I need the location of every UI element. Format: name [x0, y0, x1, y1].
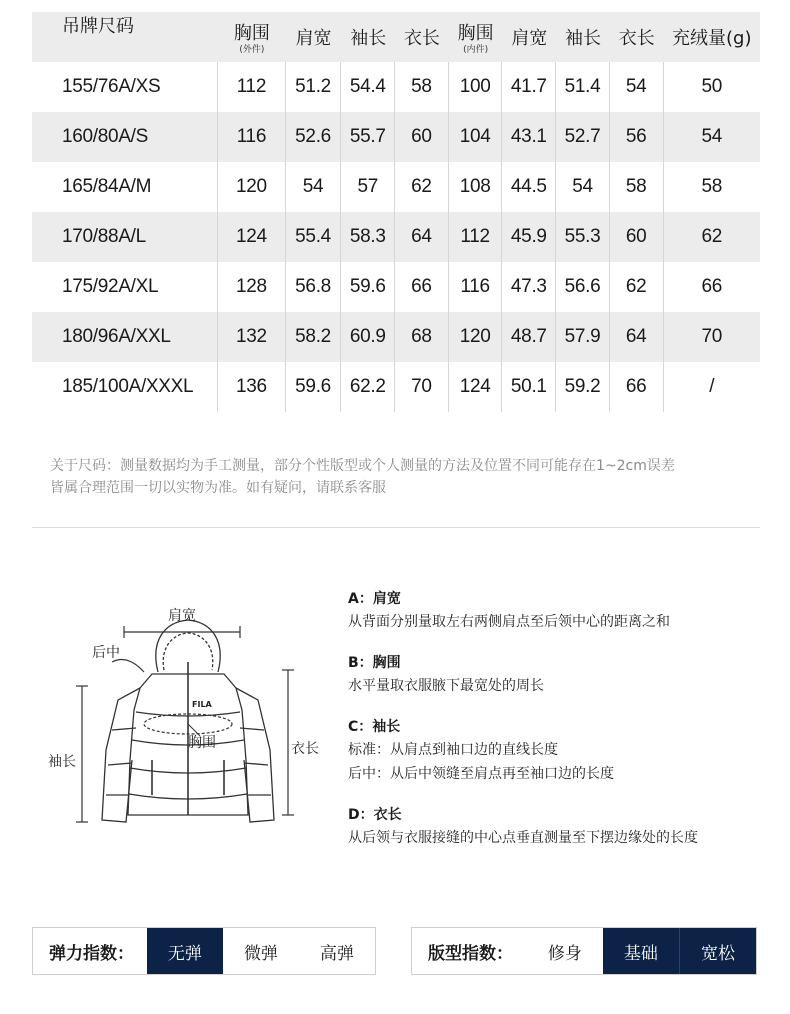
size-label-cell: 175/92A/XL — [32, 262, 218, 312]
table-cell: 43.1 — [502, 112, 556, 162]
table-cell: 62 — [395, 162, 449, 212]
definition-item — [348, 716, 768, 786]
table-cell: 112 — [449, 212, 503, 262]
table-cell: 70 — [395, 362, 449, 412]
header-cell: 吊牌尺码 — [62, 16, 134, 37]
header-cell: 充绒量(g) — [672, 28, 752, 49]
table-cell: 120 — [218, 162, 286, 212]
table-cell: 124 — [218, 212, 286, 262]
header-cell: 肩宽 — [295, 28, 332, 49]
table-cell: 54.4 — [341, 62, 395, 112]
table-row — [32, 362, 760, 412]
table-cell: 64 — [395, 212, 449, 262]
elasticity-index — [32, 927, 376, 975]
definition-text: 水平量取衣服腋下最宽处的周长 — [348, 678, 544, 694]
table-cell: 54 — [610, 62, 664, 112]
table-cell: 57.9 — [556, 312, 610, 362]
table-cell: 66 — [610, 362, 664, 412]
label-chest: 胸围 — [188, 735, 216, 751]
table-cell: 55.7 — [341, 112, 395, 162]
table-cell: 136 — [218, 362, 286, 412]
label-sleeve: 袖长 — [48, 754, 76, 770]
definition-title: D：衣长 — [348, 807, 402, 823]
table-cell: 116 — [449, 262, 503, 312]
elasticity-option-none: 无弹 — [147, 928, 223, 974]
size-table — [32, 12, 760, 412]
size-note — [50, 455, 760, 499]
table-row — [32, 62, 760, 112]
elasticity-option-slight: 微弹 — [243, 943, 278, 964]
definition-item — [348, 804, 768, 850]
table-cell: 60.9 — [341, 312, 395, 362]
definition-text: 从背面分别量取左右两侧肩点至后领中心的距离之和 — [348, 614, 670, 630]
note-line: 关于尺码：测量数据均为手工测量，部分个性版型或个人测量的方法及位置不同可能存在1~2cm误差 — [50, 458, 675, 474]
label-back-center: 后中 — [92, 645, 120, 661]
fit-option-regular: 基础 — [603, 928, 680, 974]
table-cell: 132 — [218, 312, 286, 362]
table-cell: 116 — [218, 112, 286, 162]
table-cell: 56.6 — [556, 262, 610, 312]
table-cell: 56.8 — [286, 262, 342, 312]
table-cell: 59.6 — [286, 362, 342, 412]
table-cell: 48.7 — [502, 312, 556, 362]
size-label-cell: 170/88A/L — [32, 212, 218, 262]
header-cell: 衣长 — [403, 28, 440, 49]
fit-label: 版型指数： — [428, 943, 513, 964]
definition-text: 标准：从肩点到袖口边的直线长度 — [348, 742, 558, 758]
header-cell: 袖长 — [350, 28, 387, 49]
size-label-cell: 180/96A/XXL — [32, 312, 218, 362]
table-row — [32, 212, 760, 262]
definition-item — [348, 588, 768, 634]
table-cell: 52.7 — [556, 112, 610, 162]
table-cell: 120 — [449, 312, 503, 362]
table-cell: 57 — [341, 162, 395, 212]
table-cell: 108 — [449, 162, 503, 212]
header-cell: 胸围 (内件) — [457, 23, 494, 55]
table-cell: 62 — [701, 226, 722, 247]
table-cell: 58 — [701, 176, 722, 197]
definition-title: A：肩宽 — [348, 591, 401, 607]
size-label-cell: 160/80A/S — [32, 112, 218, 162]
note-line: 皆属合理范围一切以实物为准。如有疑问，请联系客服 — [50, 480, 386, 496]
elasticity-label: 弹力指数： — [49, 943, 134, 964]
table-cell: 124 — [449, 362, 503, 412]
definition-title: B：胸围 — [348, 655, 401, 671]
table-cell: 54 — [286, 162, 342, 212]
table-cell: 60 — [610, 212, 664, 262]
definition-item — [348, 652, 768, 698]
quilt-line — [108, 763, 132, 765]
table-cell: 58.3 — [341, 212, 395, 262]
table-cell: 54 — [556, 162, 610, 212]
table-cell: 59.6 — [341, 262, 395, 312]
label-shoulder: 肩宽 — [168, 608, 196, 624]
table-cell: 128 — [218, 262, 286, 312]
table-cell: 47.3 — [502, 262, 556, 312]
table-cell: 70 — [701, 326, 722, 347]
table-cell: 51.4 — [556, 62, 610, 112]
size-label-cell: 185/100A/XXXL — [32, 362, 218, 412]
table-cell: 100 — [449, 62, 503, 112]
table-cell: / — [709, 376, 715, 397]
table-cell: 104 — [449, 112, 503, 162]
table-row — [32, 312, 760, 362]
table-cell: 66 — [701, 276, 722, 297]
measurement-definitions — [348, 588, 768, 868]
table-row — [32, 262, 760, 312]
label-length: 衣长 — [291, 741, 319, 757]
fit-option-loose: 宽松 — [680, 928, 756, 974]
table-cell: 50.1 — [502, 362, 556, 412]
table-cell: 41.7 — [502, 62, 556, 112]
fit-option-slim: 修身 — [547, 943, 582, 964]
table-cell: 68 — [395, 312, 449, 362]
divider — [32, 527, 760, 528]
table-cell: 52.6 — [286, 112, 342, 162]
table-cell: 62.2 — [341, 362, 395, 412]
table-cell: 60 — [395, 112, 449, 162]
jacket-illustration — [40, 600, 340, 840]
header-cell: 肩宽 — [511, 28, 548, 49]
table-cell: 58 — [395, 62, 449, 112]
table-cell: 51.2 — [286, 62, 342, 112]
header-cell: 衣长 — [618, 28, 655, 49]
table-cell: 56 — [610, 112, 664, 162]
quilt-line — [244, 763, 268, 765]
table-cell: 54 — [701, 126, 722, 147]
table-cell: 58 — [610, 162, 664, 212]
table-header — [32, 12, 760, 62]
table-cell: 44.5 — [502, 162, 556, 212]
table-cell: 64 — [610, 312, 664, 362]
definition-text: 后中：从后中领缝至肩点再至袖口边的长度 — [348, 766, 614, 782]
size-label-cell: 165/84A/M — [32, 162, 218, 212]
header-cell: 胸围 (外件) — [233, 23, 270, 55]
table-cell: 62 — [610, 262, 664, 312]
definition-text: 从后领与衣服接缝的中心点垂直测量至下摆边缘处的长度 — [348, 830, 698, 846]
table-cell: 55.3 — [556, 212, 610, 262]
elasticity-option-high: 高弹 — [319, 943, 354, 964]
table-body — [32, 62, 760, 412]
garment-diagram — [40, 600, 340, 840]
table-row — [32, 162, 760, 212]
table-cell: 50 — [701, 76, 722, 97]
table-cell: 59.2 — [556, 362, 610, 412]
brand-logo: FILA — [192, 700, 212, 709]
definition-title: C：袖长 — [348, 719, 401, 735]
table-cell: 45.9 — [502, 212, 556, 262]
table-cell: 112 — [218, 62, 286, 112]
table-cell: 66 — [395, 262, 449, 312]
table-cell: 58.2 — [286, 312, 342, 362]
header-cell: 袖长 — [565, 28, 601, 49]
table-row — [32, 112, 760, 162]
table-cell: 55.4 — [286, 212, 342, 262]
fit-index — [411, 927, 757, 975]
size-label-cell: 155/76A/XS — [32, 62, 218, 112]
